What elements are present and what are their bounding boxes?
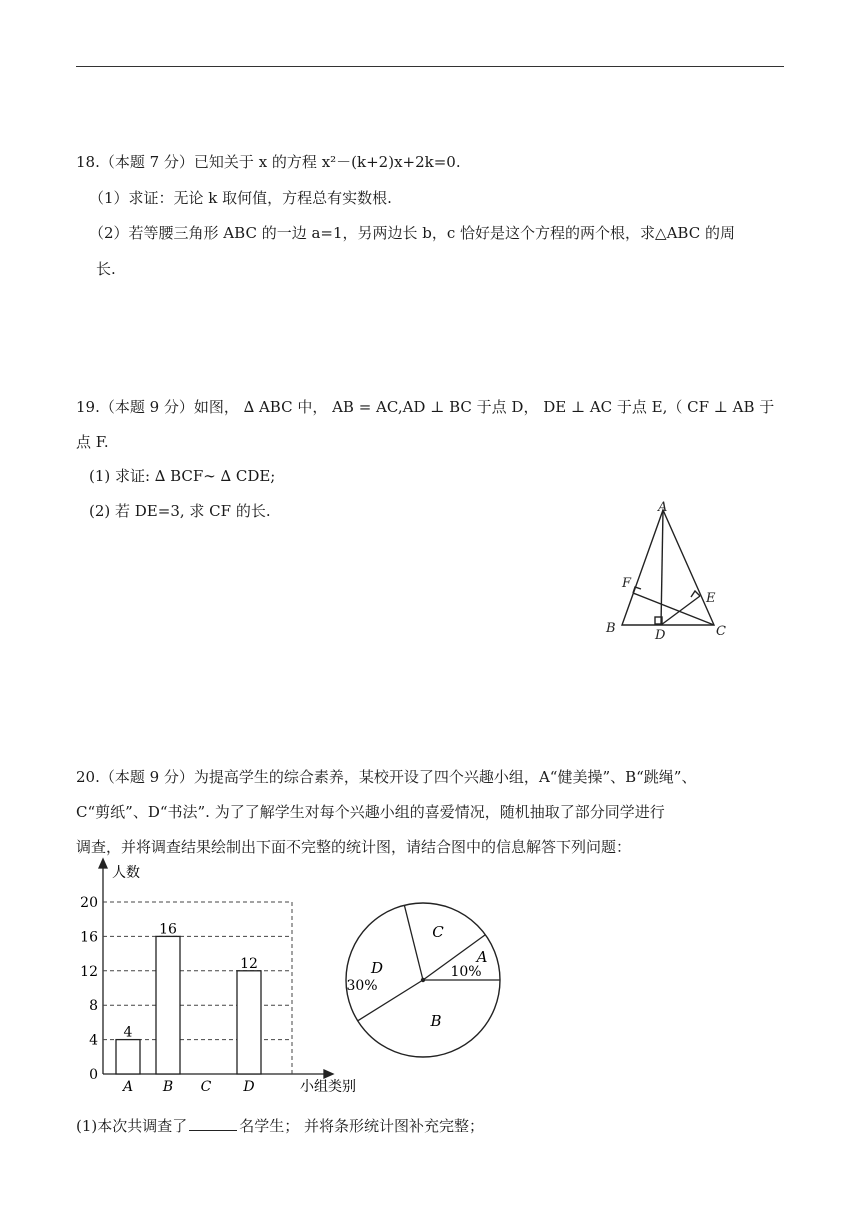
y-tick-label: 12 <box>80 963 98 980</box>
y-tick-label: 0 <box>89 1067 98 1083</box>
y-axis-title: 人数 <box>112 865 140 881</box>
x-axis-title: 小组类别 <box>300 1079 356 1095</box>
x-tick-label: D <box>243 1079 255 1095</box>
pie-label-C: C <box>432 923 444 941</box>
pie-value-label: 10% <box>450 964 482 980</box>
y-tick-label: 4 <box>89 1032 98 1049</box>
q18-part2-cont: 长. <box>96 260 116 278</box>
bar-B <box>156 936 180 1074</box>
q19-stem-cont: 点 F. <box>76 433 109 451</box>
triangle-figure <box>596 498 736 648</box>
label-f: F <box>622 576 632 591</box>
bar-data-label: 16 <box>159 921 177 938</box>
q19-part2: (2) 若 DE=3, 求 CF 的长. <box>89 502 271 520</box>
x-tick-label: C <box>200 1079 212 1095</box>
segment-ad <box>661 510 663 625</box>
q20-part1 <box>76 1114 484 1136</box>
bar-chart <box>76 856 366 1096</box>
answer-blank[interactable] <box>189 1114 237 1131</box>
bar-D <box>237 971 261 1074</box>
y-tick-label: 8 <box>89 998 98 1015</box>
bar-data-label: 4 <box>123 1024 133 1041</box>
label-e: E <box>706 591 716 606</box>
label-d: D <box>655 628 666 643</box>
x-tick-label: B <box>162 1079 174 1095</box>
q19-stem: 19.（本题 9 分）如图， ∆ ABC 中， AB = AC,AD ⊥ BC 于点 D， DE ⊥ AC 于点 E,（ CF ⊥ AB 于 <box>76 398 775 416</box>
x-axis-arrow <box>324 1070 333 1078</box>
q20-part1-suffix: 名学生； 并将条形统计图补充完整； <box>239 1117 485 1135</box>
pie-label-A: A <box>476 948 488 966</box>
q20-stem-cont2: 调查，并将调查结果绘制出下面不完整的统计图，请结合图中的信息解答下列问题： <box>76 838 632 856</box>
y-tick-label: 16 <box>80 929 98 946</box>
q18-stem: 18.（本题 7 分）已知关于 x 的方程 x²－(k+2)x+2k=0. <box>76 153 461 171</box>
q18-part2: （2）若等腰三角形 ABC 的一边 a=1，另两边长 b，c 恰好是这个方程的两个根，求△ABC 的周 <box>89 224 735 242</box>
q20-stem-cont1: C“剪纸”、D“书法”. 为了了解学生对每个兴趣小组的喜爱情况，随机抽取了部分同学进行 <box>76 803 665 821</box>
bar-data-label: 12 <box>240 955 258 972</box>
label-a: A <box>658 500 668 515</box>
pie-slice-edge <box>404 905 423 980</box>
pie-chart <box>340 898 510 1068</box>
y-tick-label: 20 <box>80 895 98 911</box>
label-c: C <box>716 624 726 639</box>
segment-de <box>661 596 700 625</box>
pie-label-B: B <box>430 1012 442 1030</box>
q19-part1: (1) 求证: ∆ BCF∼ ∆ CDE; <box>89 467 276 485</box>
label-b: B <box>606 621 616 636</box>
y-axis-arrow <box>99 859 107 868</box>
bar-A <box>116 1040 140 1074</box>
pie-label-D: D <box>370 959 384 977</box>
pie-value-label: 30% <box>346 978 378 994</box>
header-rule <box>76 66 784 67</box>
q18-part1: （1）求证：无论 k 取何值，方程总有实数根. <box>89 189 392 207</box>
pie-center <box>421 978 425 982</box>
x-tick-label: A <box>122 1079 134 1095</box>
q20-part1-prefix: (1)本次共调查了 <box>76 1117 188 1135</box>
q20-stem: 20.（本题 9 分）为提高学生的综合素养，某校开设了四个兴趣小组，A“健美操”、B“跳绳”、 <box>76 768 697 786</box>
triangle-abc <box>622 510 714 625</box>
